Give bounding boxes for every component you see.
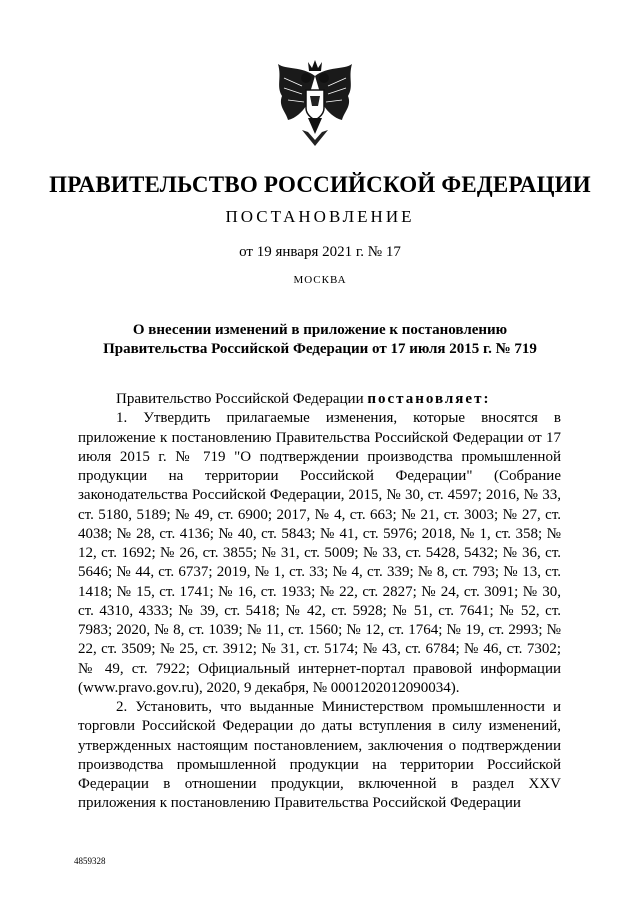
document-body: [78, 390, 561, 814]
intro-decree-word: постановляет:: [367, 391, 491, 407]
coat-of-arms-emblem: [272, 56, 358, 148]
government-title: ПРАВИТЕЛЬСТВО РОССИЙСКОЙ ФЕДЕРАЦИИ: [49, 172, 591, 197]
document-date-number: от 19 января 2021 г. № 17: [239, 244, 401, 260]
footer-document-code: 4859328: [74, 856, 106, 866]
document-city: МОСКВА: [293, 274, 347, 286]
document-subject: [60, 321, 580, 359]
subject-line-2: Правительства Российской Федерации от 17 июля 2015 г. № 719: [103, 341, 537, 357]
document-type: ПОСТАНОВЛЕНИЕ: [225, 207, 415, 226]
subject-line-1: О внесении изменений в приложение к постановлению: [132, 322, 508, 338]
intro-prefix: Правительство Российской Федерации: [116, 391, 368, 407]
intro-paragraph: [78, 390, 561, 409]
paragraph-2: 2. Установить, что выданные Министерством промышленности и торговли Российской Федерации до даты вступления в силу изменений, утвержденных настоящим постановлением, заключения о подтверждении производства промышленной продукции на территории Российской Федерации в отношении продукции, включенной в раздел XXV приложения к постановлению Правительства Российской Федерации: [78, 699, 561, 812]
paragraph-1: 1. Утвердить прилагаемые изменения, которые вносятся в приложение к постановлению Правительства Российской Федерации от 17 июля 2015 г. № 719 "О подтверждении производства промышленной продукции на территории Российской Федерации" (Собрание законодательства Российской Федерации, 2015, № 30, ст. 4597; 2016, № 33, ст. 5180, 5189; № 49, ст. 6900; 2017, № 4, ст. 663; № 21, ст. 3003; № 27, ст. 4038; № 28, ст. 4136; № 40, ст. 5843; № 41, ст. 5976; 2018, № 1, ст. 358; № 12, ст. 1692; № 26, ст. 3855; № 31, ст. 5009; № 33, ст. 5428, 5432; № 36, ст. 5646; № 44, ст. 6737; 2019, № 1, ст. 33; № 4, ст. 339; № 8, ст. 793; № 13, ст. 1418; № 15, ст. 1741; № 16, ст. 1933; № 22, ст. 2827; № 24, ст. 3091; № 30, ст. 4310, 4333; № 39, ст. 5418; № 42, ст. 5928; № 51, ст. 7641; № 52, ст. 7983; 2020, № 8, ст. 1039; № 11, ст. 1560; № 12, ст. 1764; № 19, ст. 2993; № 22, ст. 3509; № 25, ст. 3912; № 31, ст. 5174; № 43, ст. 6784; № 46, ст. 7302; № 49, ст. 7922; Официальный интернет-портал правовой информации (www.pravo.gov.ru), 2020, 9 декабря, № 0001202012090034).: [78, 410, 561, 696]
